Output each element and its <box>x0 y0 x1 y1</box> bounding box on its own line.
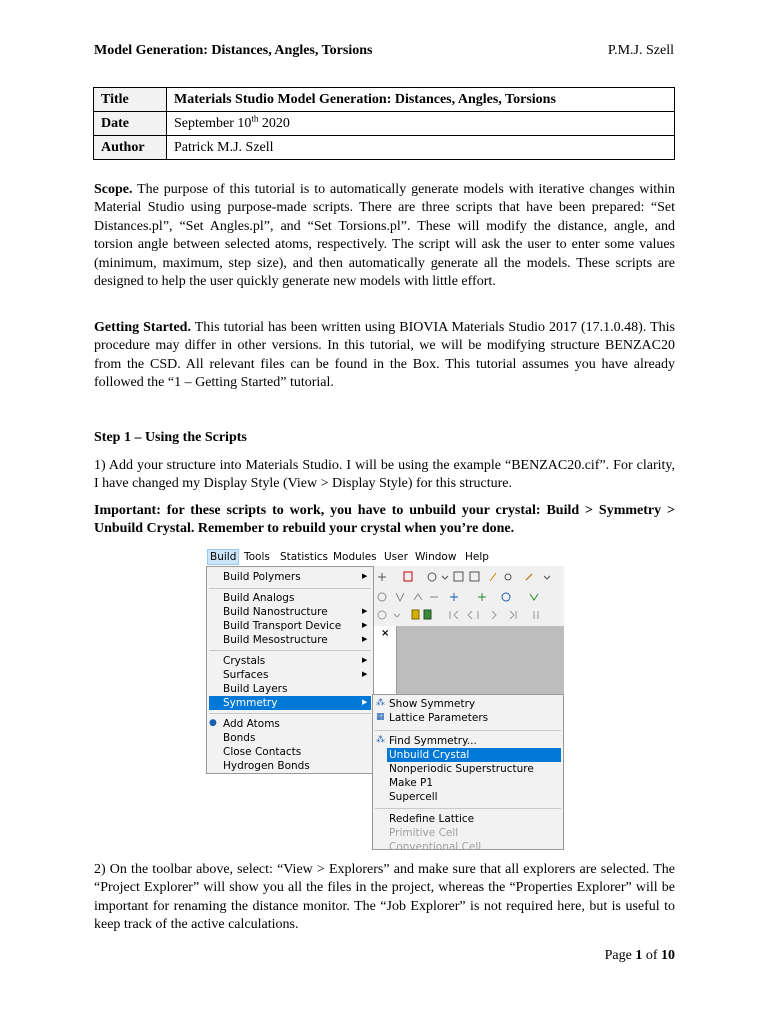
menu-bar <box>206 548 564 566</box>
date-pre: September 10 <box>174 115 252 131</box>
menu-item-build-mesostructure[interactable]: Build Mesostructure <box>223 634 328 646</box>
step1-heading: Step 1 – Using the Scripts <box>94 430 247 445</box>
menu-item-build-layers[interactable]: Build Layers <box>223 683 288 695</box>
submenu-arrow-icon: ▶ <box>362 656 368 664</box>
meta-key: Author <box>94 136 167 160</box>
table-row <box>94 88 675 112</box>
getting-started-paragraph <box>94 319 675 393</box>
toolbar-icons <box>374 588 564 606</box>
paragraph-step2: 2) On the toolbar above, select: “View > Explorers” and make sure that all explorers are selected. The “Project Explorer” will show you all the files in the project, whereas the “Properties Explorer” will be important for renaming the distance monitor. The “Job Explorer” is not required here, but is useful to keep track of the active calculations. <box>94 862 675 933</box>
paragraph-step1: 1) Add your structure into Materials Studio. I will be using the example “BENZAC20.cif”. For clarity, I have changed my Display Style (View > Display Style) for this structure. <box>94 458 675 492</box>
show-symmetry-icon: ⁂ <box>376 698 385 708</box>
menu-item-surfaces[interactable]: Surfaces <box>223 669 269 681</box>
table-row <box>94 112 675 136</box>
menu-item-build-polymers[interactable]: Build Polymers <box>223 571 301 583</box>
menu-item-build-nanostructure[interactable]: Build Nanostructure <box>223 606 328 618</box>
menu-modules[interactable]: Modules <box>333 551 377 563</box>
page-of: of <box>642 948 661 963</box>
menu-tools[interactable]: Tools <box>244 551 270 563</box>
menu-window[interactable]: Window <box>415 551 457 563</box>
menu-item-bonds[interactable]: Bonds <box>223 732 256 744</box>
page-current: 1 <box>635 948 643 963</box>
toolbar-icons <box>374 606 564 624</box>
build-menu <box>206 566 374 774</box>
submenu-arrow-icon: ▶ <box>362 621 368 629</box>
menu-build[interactable]: Build <box>207 549 239 565</box>
toolbar-icons <box>374 568 564 586</box>
scope-paragraph <box>94 181 675 291</box>
menu-separator <box>375 808 561 809</box>
page-number <box>605 948 675 964</box>
submenu-arrow-icon: ▶ <box>362 698 368 706</box>
add-atoms-icon: ● <box>209 718 217 728</box>
toolbar-row-3[interactable] <box>374 606 564 626</box>
important-note: Important: for these scripts to work, you have to unbuild your crystal: Build > Symmetry > Unbuild Crystal. Remember to rebuild your crystal when you’re done. <box>94 503 675 537</box>
menu-item-primitive-cell: Primitive Cell <box>389 827 459 839</box>
close-icon[interactable]: × <box>381 628 390 639</box>
date-post: 2020 <box>258 115 290 131</box>
scope-text: The purpose of this tutorial is to automatically generate models with iterative changes within Material Studio using purpose-made scripts. There are three scripts that have been prepared: “Set Distances.pl”, “Set Angles.pl”, and “Set Torsions.pl”. These will modify the distance, angle, and torsion angle between selected atoms, respectively. The script will ask the user to enter some values (minimum, maximum, step size), and then automatically generate all the models. These scripts are designed to help the user quickly generate new models with little effort. <box>94 182 675 290</box>
menu-item-show-symmetry[interactable]: Show Symmetry <box>389 698 476 710</box>
menu-item-make-p1[interactable]: Make P1 <box>389 777 434 789</box>
menu-item-crystals[interactable]: Crystals <box>223 655 266 667</box>
submenu-arrow-icon: ▶ <box>362 670 368 678</box>
page-prefix: Page <box>604 948 636 963</box>
menu-item-build-transport-device[interactable]: Build Transport Device <box>223 620 342 632</box>
menu-separator <box>209 650 371 651</box>
page-total: 10 <box>661 948 675 963</box>
menu-separator <box>209 588 371 589</box>
getting-started-text: This tutorial has been written using BIOVIA Materials Studio 2017 (17.1.0.48). This procedure may differ in other versions. In this tutorial, we will be modifying structure BENZAC20 from the CSD. All relevant files can be found in the Box. This tutorial assumes you have already followed the “1 – Getting Started” tutorial. <box>94 320 675 391</box>
menu-item-find-symmetry[interactable]: Find Symmetry... <box>389 735 477 747</box>
menu-item-lattice-parameters[interactable]: Lattice Parameters <box>389 712 489 724</box>
meta-value: Patrick M.J. Szell <box>167 136 675 160</box>
meta-key: Date <box>94 112 167 136</box>
menu-item-redefine-lattice[interactable]: Redefine Lattice <box>389 813 475 825</box>
getting-started-label: Getting Started. <box>94 320 191 335</box>
submenu-arrow-icon: ▶ <box>362 572 368 580</box>
meta-value <box>167 112 675 136</box>
scope-label: Scope. <box>94 182 133 197</box>
menu-item-add-atoms[interactable]: Add Atoms <box>223 718 280 730</box>
menu-item-conventional-cell: Conventional Cell <box>389 841 482 850</box>
menu-separator <box>375 730 561 731</box>
meta-value: Materials Studio Model Generation: Distances, Angles, Torsions <box>167 88 675 112</box>
submenu-arrow-icon: ▶ <box>362 635 368 643</box>
meta-key: Title <box>94 88 167 112</box>
menu-help[interactable]: Help <box>465 551 489 563</box>
menu-separator <box>209 713 371 714</box>
menu-item-close-contacts[interactable]: Close Contacts <box>223 746 302 758</box>
menu-item-nonperiodic-superstructure[interactable]: Nonperiodic Superstructure <box>389 763 534 775</box>
menu-screenshot <box>206 548 564 850</box>
menu-statistics[interactable]: Statistics <box>280 551 328 563</box>
menu-item-symmetry[interactable]: Symmetry <box>223 697 278 709</box>
menu-item-unbuild-crystal[interactable]: Unbuild Crystal <box>389 749 470 761</box>
symmetry-submenu <box>372 694 564 850</box>
table-row <box>94 136 675 160</box>
header-author: P.M.J. Szell <box>607 43 674 58</box>
submenu-arrow-icon: ▶ <box>362 607 368 615</box>
lattice-parameters-icon: ▦ <box>376 712 385 722</box>
menu-item-supercell[interactable]: Supercell <box>389 791 438 803</box>
toolbar-row-2[interactable] <box>374 588 564 608</box>
meta-table <box>93 87 675 160</box>
toolbar-row-1[interactable] <box>374 568 564 588</box>
menu-item-build-analogs[interactable]: Build Analogs <box>223 592 295 604</box>
header-title: Model Generation: Distances, Angles, Torsions <box>94 43 373 58</box>
menu-item-hydrogen-bonds[interactable]: Hydrogen Bonds <box>223 760 310 772</box>
menu-user[interactable]: User <box>384 551 408 563</box>
date-sup: th <box>251 112 259 123</box>
find-symmetry-icon: ⁂ <box>376 735 385 745</box>
